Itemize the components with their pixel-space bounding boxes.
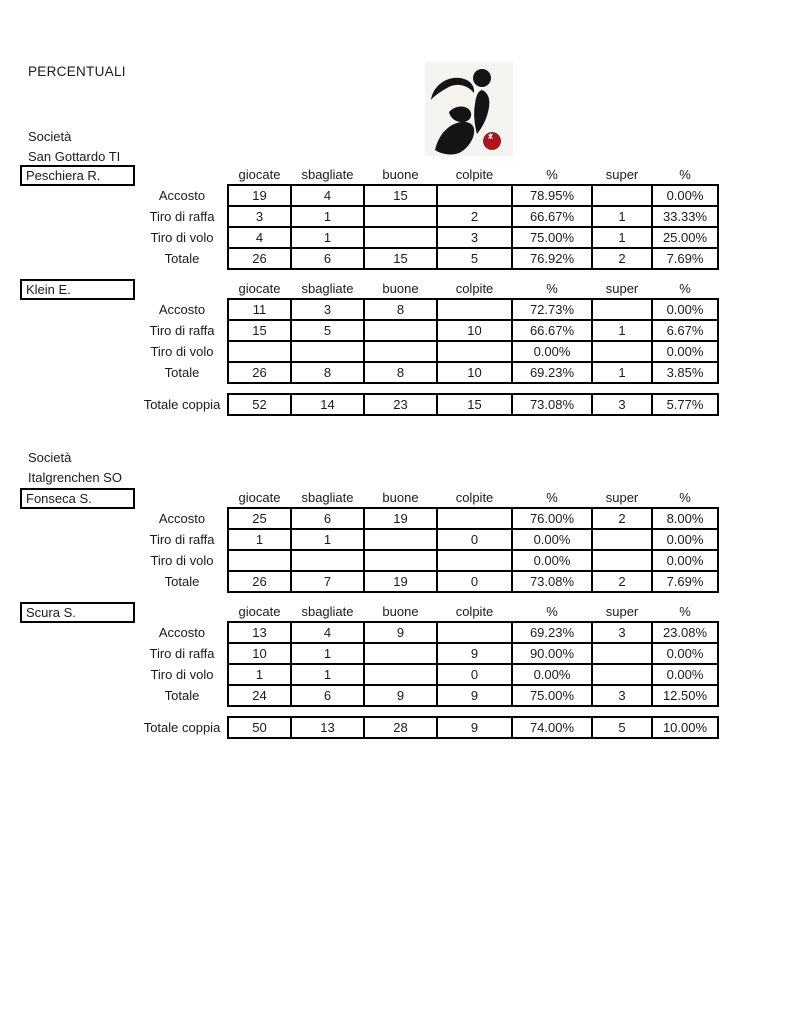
row-label: Accosto	[158, 188, 206, 203]
stat-cell: 7.69%	[652, 571, 718, 592]
row-label: Tiro di raffa	[149, 646, 215, 661]
column-header: %	[512, 165, 592, 185]
header-row	[137, 602, 718, 622]
page-title: PERCENTUALI	[28, 64, 126, 79]
stat-cell: 2	[437, 206, 512, 227]
stat-cell: 66.67%	[512, 206, 592, 227]
stat-cell: 1	[592, 206, 652, 227]
stat-cell: 75.00%	[512, 227, 592, 248]
table-row	[137, 341, 718, 362]
stat-cell: 3.85%	[652, 362, 718, 383]
totale-coppia-table	[137, 716, 719, 739]
stat-cell	[592, 550, 652, 571]
column-header: sbagliate	[291, 279, 364, 299]
stat-cell: 8	[291, 362, 364, 383]
stat-cell: 26	[228, 362, 291, 383]
stat-cell: 73.08%	[512, 571, 592, 592]
stat-cell: 33.33%	[652, 206, 718, 227]
row-label: Tiro di volo	[150, 344, 214, 359]
stat-cell: 2	[592, 248, 652, 269]
stat-cell: 3	[437, 227, 512, 248]
stat-cell: 1	[291, 643, 364, 664]
header-spacer	[137, 602, 228, 622]
totale-coppia-cell: 10.00%	[652, 717, 718, 738]
header-row	[137, 488, 718, 508]
stat-cell	[437, 508, 512, 529]
column-header: %	[512, 488, 592, 508]
column-header: colpite	[437, 488, 512, 508]
stat-cell: 0.00%	[512, 550, 592, 571]
totale-coppia-cell: 14	[291, 394, 364, 415]
totale-coppia-cell: 28	[364, 717, 437, 738]
totale-coppia-cell: 9	[437, 717, 512, 738]
stat-cell: 66.67%	[512, 320, 592, 341]
column-header: super	[592, 279, 652, 299]
row-label: Totale	[164, 365, 200, 380]
column-header: buone	[364, 165, 437, 185]
stat-cell: 26	[228, 571, 291, 592]
stat-cell: 3	[228, 206, 291, 227]
stat-cell	[364, 664, 437, 685]
player-name-box: Scura S.	[20, 602, 135, 623]
stat-cell: 7	[291, 571, 364, 592]
table-row	[137, 685, 718, 706]
table-row	[137, 550, 718, 571]
stat-cell: 7.69%	[652, 248, 718, 269]
stat-cell	[364, 227, 437, 248]
stat-cell: 0.00%	[652, 299, 718, 320]
stat-cell: 76.92%	[512, 248, 592, 269]
stat-cell: 24	[228, 685, 291, 706]
table-row	[137, 664, 718, 685]
stat-cell	[228, 341, 291, 362]
stat-cell: 72.73%	[512, 299, 592, 320]
stat-cell: 5	[437, 248, 512, 269]
stat-cell: 0.00%	[652, 185, 718, 206]
stat-cell: 0	[437, 664, 512, 685]
column-header: buone	[364, 279, 437, 299]
stat-cell: 4	[291, 185, 364, 206]
stat-cell: 9	[364, 685, 437, 706]
table-row	[137, 248, 718, 269]
totale-coppia-cell: 52	[228, 394, 291, 415]
stat-cell: 6	[291, 685, 364, 706]
stat-cell: 4	[291, 622, 364, 643]
stat-cell: 3	[291, 299, 364, 320]
society-name: San Gottardo TI	[28, 149, 121, 164]
stat-cell: 6.67%	[652, 320, 718, 341]
table-row	[137, 571, 718, 592]
table-row	[137, 185, 718, 206]
stat-cell: 6	[291, 508, 364, 529]
stats-table	[137, 279, 719, 384]
row-label: Tiro di raffa	[149, 323, 215, 338]
bocce-player-logo	[425, 62, 513, 156]
stat-cell: 1	[592, 227, 652, 248]
column-header: super	[592, 488, 652, 508]
society-name: Italgrenchen SO	[28, 470, 122, 485]
stat-cell	[437, 550, 512, 571]
row-label: Tiro di raffa	[149, 209, 215, 224]
stat-cell: 3	[592, 622, 652, 643]
totale-coppia-row	[137, 394, 718, 415]
stat-cell: 8	[364, 299, 437, 320]
stat-cell	[592, 341, 652, 362]
society-label: Società	[28, 450, 72, 465]
totale-coppia-cell: 15	[437, 394, 512, 415]
column-header: super	[592, 165, 652, 185]
stat-cell: 15	[364, 185, 437, 206]
totale-coppia-row	[137, 717, 718, 738]
stat-cell: 2	[592, 508, 652, 529]
row-label: Tiro di volo	[150, 553, 214, 568]
totale-coppia-table	[137, 393, 719, 416]
header-spacer	[137, 488, 228, 508]
stat-cell: 10	[437, 320, 512, 341]
row-label: Totale	[164, 688, 200, 703]
column-header: sbagliate	[291, 165, 364, 185]
society-label: Società	[28, 129, 72, 144]
column-header: %	[652, 602, 718, 622]
stat-cell	[592, 529, 652, 550]
stat-cell: 0	[437, 529, 512, 550]
table-row	[137, 320, 718, 341]
row-label: Tiro di raffa	[149, 532, 215, 547]
totale-coppia-label: Totale coppia	[143, 720, 221, 735]
stat-cell: 15	[364, 248, 437, 269]
header-row	[137, 165, 718, 185]
stat-cell: 78.95%	[512, 185, 592, 206]
row-label: Tiro di volo	[150, 230, 214, 245]
stat-cell: 13	[228, 622, 291, 643]
stat-cell: 12.50%	[652, 685, 718, 706]
stat-cell: 8.00%	[652, 508, 718, 529]
stat-cell: 25	[228, 508, 291, 529]
stat-cell: 0.00%	[652, 529, 718, 550]
stat-cell: 1	[291, 529, 364, 550]
stat-cell: 69.23%	[512, 362, 592, 383]
row-label: Accosto	[158, 302, 206, 317]
stat-cell: 0.00%	[652, 643, 718, 664]
column-header: colpite	[437, 279, 512, 299]
stat-cell: 9	[437, 685, 512, 706]
column-header: colpite	[437, 165, 512, 185]
column-header: giocate	[228, 279, 291, 299]
table-row	[137, 529, 718, 550]
stat-cell: 19	[364, 571, 437, 592]
stat-cell	[364, 550, 437, 571]
stat-cell: 0.00%	[512, 664, 592, 685]
table-row	[137, 508, 718, 529]
stat-cell	[291, 550, 364, 571]
stat-cell: 25.00%	[652, 227, 718, 248]
column-header: sbagliate	[291, 602, 364, 622]
table-row	[137, 362, 718, 383]
stat-cell	[592, 185, 652, 206]
stat-cell: 0.00%	[652, 550, 718, 571]
column-header: buone	[364, 602, 437, 622]
row-label: Totale	[164, 251, 200, 266]
stat-cell	[437, 341, 512, 362]
stat-cell: 75.00%	[512, 685, 592, 706]
totale-coppia-cell: 23	[364, 394, 437, 415]
stat-cell: 8	[364, 362, 437, 383]
column-header: colpite	[437, 602, 512, 622]
stat-cell: 19	[364, 508, 437, 529]
stat-cell: 0.00%	[512, 341, 592, 362]
stat-cell: 2	[592, 571, 652, 592]
header-spacer	[137, 165, 228, 185]
stat-cell: 1	[291, 206, 364, 227]
stat-cell	[291, 341, 364, 362]
stat-cell	[228, 550, 291, 571]
table-row	[137, 622, 718, 643]
totale-coppia-cell: 73.08%	[512, 394, 592, 415]
stat-cell: 0.00%	[512, 529, 592, 550]
stat-cell	[364, 529, 437, 550]
table-row	[137, 643, 718, 664]
stat-cell: 76.00%	[512, 508, 592, 529]
player-name-box: Peschiera R.	[20, 165, 135, 186]
row-label: Accosto	[158, 511, 206, 526]
totale-coppia-cell: 5.77%	[652, 394, 718, 415]
bocce-ball-icon	[484, 133, 501, 150]
totale-coppia-cell: 5	[592, 717, 652, 738]
column-header: %	[652, 165, 718, 185]
stat-cell: 4	[228, 227, 291, 248]
totale-coppia-cell: 50	[228, 717, 291, 738]
stat-cell	[592, 664, 652, 685]
stat-cell: 15	[228, 320, 291, 341]
stat-cell: 10	[228, 643, 291, 664]
stat-cell	[364, 320, 437, 341]
stats-table	[137, 165, 719, 270]
stat-cell: 1	[228, 529, 291, 550]
stat-cell: 1	[291, 227, 364, 248]
header-row	[137, 279, 718, 299]
table-row	[137, 227, 718, 248]
column-header: giocate	[228, 165, 291, 185]
table-row	[137, 299, 718, 320]
stat-cell	[364, 341, 437, 362]
totale-coppia-cell: 13	[291, 717, 364, 738]
stat-cell: 0	[437, 571, 512, 592]
player-name-box: Fonseca S.	[20, 488, 135, 509]
stat-cell: 1	[228, 664, 291, 685]
column-header: %	[652, 488, 718, 508]
stat-cell: 3	[592, 685, 652, 706]
row-label: Totale	[164, 574, 200, 589]
row-label: Tiro di volo	[150, 667, 214, 682]
stat-cell: 1	[291, 664, 364, 685]
stat-cell: 26	[228, 248, 291, 269]
column-header: giocate	[228, 488, 291, 508]
stat-cell	[592, 299, 652, 320]
stat-cell	[364, 643, 437, 664]
column-header: giocate	[228, 602, 291, 622]
column-header: %	[512, 602, 592, 622]
column-header: %	[652, 279, 718, 299]
stat-cell: 9	[364, 622, 437, 643]
column-header: sbagliate	[291, 488, 364, 508]
stat-cell: 1	[592, 362, 652, 383]
row-label: Accosto	[158, 625, 206, 640]
stat-cell: 6	[291, 248, 364, 269]
column-header: buone	[364, 488, 437, 508]
stats-table	[137, 488, 719, 593]
stat-cell: 90.00%	[512, 643, 592, 664]
stat-cell	[437, 299, 512, 320]
stat-cell: 9	[437, 643, 512, 664]
stat-cell	[437, 622, 512, 643]
stat-cell: 11	[228, 299, 291, 320]
stat-cell	[592, 643, 652, 664]
stat-cell: 10	[437, 362, 512, 383]
header-spacer	[137, 279, 228, 299]
stat-cell: 1	[592, 320, 652, 341]
stats-table	[137, 602, 719, 707]
totale-coppia-cell: 74.00%	[512, 717, 592, 738]
table-row	[137, 206, 718, 227]
stat-cell: 0.00%	[652, 664, 718, 685]
stat-cell: 23.08%	[652, 622, 718, 643]
stat-cell: 5	[291, 320, 364, 341]
stat-cell: 19	[228, 185, 291, 206]
column-header: %	[512, 279, 592, 299]
stat-cell: 0.00%	[652, 341, 718, 362]
totale-coppia-label: Totale coppia	[143, 397, 221, 412]
totale-coppia-cell: 3	[592, 394, 652, 415]
player-name-box: Klein E.	[20, 279, 135, 300]
stat-cell	[437, 185, 512, 206]
column-header: super	[592, 602, 652, 622]
stat-cell: 69.23%	[512, 622, 592, 643]
stat-cell	[364, 206, 437, 227]
